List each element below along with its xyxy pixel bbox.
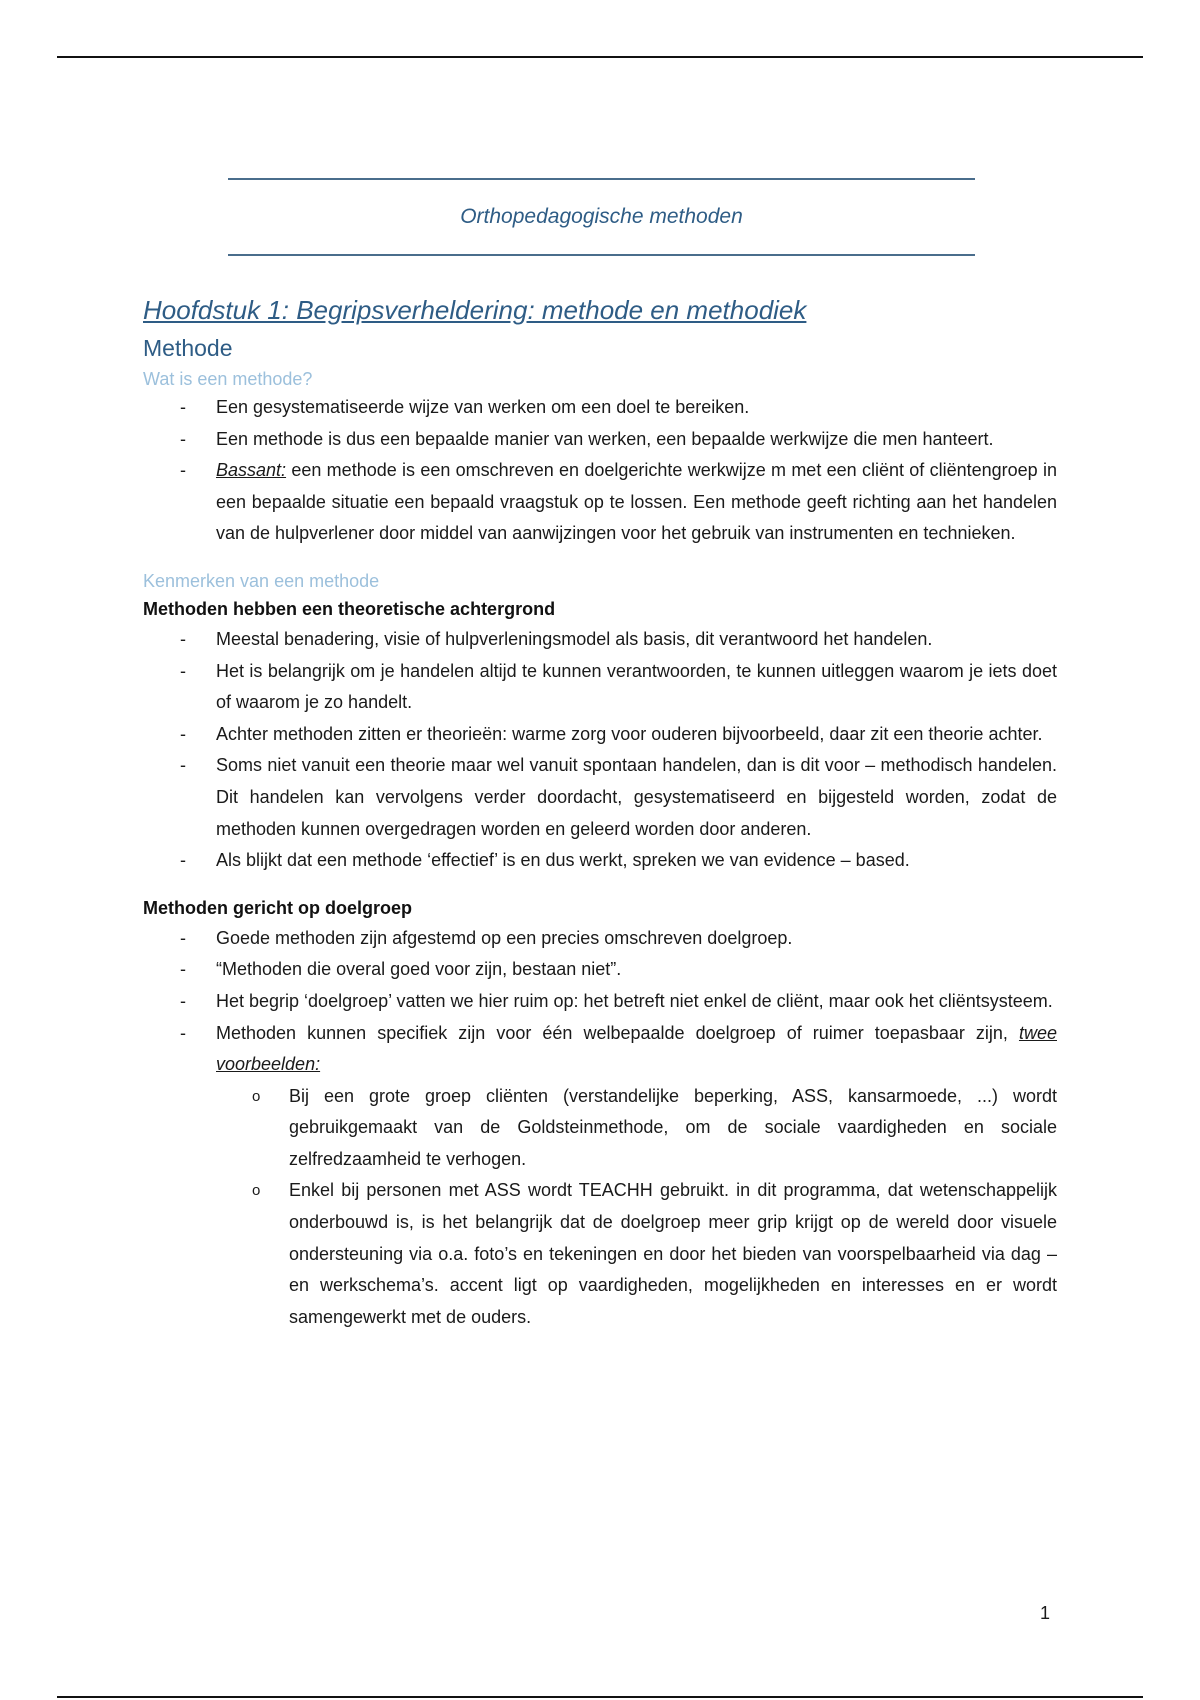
list-item: - Goede methoden zijn afgestemd op een precies omschreven doelgroep. [143, 923, 1057, 955]
list-item: - Achter methoden zitten er theorieën: warme zorg voor ouderen bijvoorbeeld, daar zit een theorie achter. [143, 719, 1057, 751]
page-number: 1 [1040, 1603, 1051, 1623]
dash-bullet: - [180, 850, 186, 871]
header-rule [57, 56, 1143, 58]
heading-theoretische-achtergrond: Methoden hebben een theoretische achtergrond [143, 598, 556, 619]
list-item: - Een gesystematiseerde wijze van werken om een doel te bereiken. [143, 392, 1057, 424]
subheading-wat-is-een-methode: Wat is een methode? [143, 369, 313, 389]
target-group-list [143, 923, 1057, 1334]
definition-list [143, 392, 1057, 550]
dash-bullet: - [180, 628, 186, 649]
list-item: o Enkel bij personen met ASS wordt TEACHH gebruikt. in dit programma, dat wetenschappelijk onderbouwd is, is het belangrijk dat de doelgroep meer grip krijgt op de wereld door visuele ondersteuning via o.a. foto’s en tekeningen en door het bieden van voorspelbaarheid via dag – en werkschema’s. accent ligt op vaardigheden, mogelijkheden en interesses en er wordt samengewerkt met de ouders. [216, 1175, 1057, 1333]
list-item: - Als blijkt dat een methode ‘effectief’ is en dus werkt, spreken we van evidence – based. [143, 845, 1057, 877]
list-item: - Meestal benadering, visie of hulpverleningsmodel als basis, dit verantwoord het handelen. [143, 624, 1057, 656]
dash-bullet: - [180, 990, 186, 1011]
bassant-definition: een methode is een omschreven en doelgerichte werkwijze m met een cliënt of cliëntengroep in een bepaalde situatie een bepaald vraagstuk op te lossen. Een methode geeft richting aan het handelen van de hulpverlener door middel van aanwijzingen voor het gebruik van instrumenten en technieken. [216, 460, 1057, 544]
list-item: - Het begrip ‘doelgroep’ vatten we hier ruim op: het betreft niet enkel de cliënt, maar ook het cliëntsysteem. [143, 986, 1057, 1018]
list-item [143, 455, 1057, 550]
theory-list [143, 624, 1057, 877]
subheading-kenmerken: Kenmerken van een methode [143, 570, 380, 591]
twee-voorbeelden-label: twee voorbeelden: [216, 1022, 1057, 1075]
circle-bullet: o [252, 1182, 261, 1200]
list-item: - Methoden kunnen specifiek zijn voor één welbepaalde doelgroep of ruimer toepasbaar zijn, twee voorbeelden: o Bij een grote groep cliënten (verstandelijke beperking, ASS, kansarmoede, ...) wordt gebruikgemaakt van de Goldsteinmethode, om de sociale vaardigheden en sociale zelfredzaamheid te verhogen. o Enkel bij personen met ASS wordt TEACHH gebruikt. in dit programma, dat wetenschappelijk onderbouwd is, is het belangrijk dat de doelgroep meer grip krijgt op de wereld door visuele ondersteuning via o.a. foto’s en tekeningen en door het bieden van voorspelbaarheid via dag – en werkschema’s. accent ligt op vaardigheden, mogelijkheden en interesses en er wordt samengewerkt met de ouders. [143, 1018, 1057, 1334]
dash-bullet: - [180, 959, 186, 980]
dash-bullet: - [180, 755, 186, 776]
heading-gericht-op-doelgroep: Methoden gericht op doelgroep [143, 897, 412, 918]
dash-bullet: - [180, 428, 186, 449]
list-item: - Het is belangrijk om je handelen altijd te kunnen verantwoorden, te kunnen uitleggen waarom je iets doet of waarom je zo handelt. [143, 656, 1057, 719]
dash-bullet: - [180, 927, 186, 948]
list-item: - Soms niet vanuit een theorie maar wel vanuit spontaan handelen, dan is dit voor – methodisch handelen. Dit handelen kan vervolgens verder doordacht, gesystematiseerd en bijgesteld worden, zodat de methoden kunnen overgedragen worden en geleerd worden door anderen. [143, 750, 1057, 845]
dash-bullet: - [180, 397, 186, 417]
footer-rule [57, 1696, 1143, 1698]
list-item: o Bij een grote groep cliënten (verstandelijke beperking, ASS, kansarmoede, ...) wordt gebruikgemaakt van de Goldsteinmethode, om de sociale vaardigheden en sociale zelfredzaamheid te verhogen. [216, 1081, 1057, 1176]
dash-bullet: - [180, 723, 186, 744]
bassant-label: Bassant: [216, 460, 287, 481]
document-title: Orthopedagogische methoden [460, 205, 743, 228]
chapter-heading: Hoofdstuk 1: Begripsverheldering: methode en methodiek [143, 295, 807, 325]
document-title-block [228, 178, 975, 256]
title-rule-bottom [228, 254, 975, 256]
list-item: - Een methode is dus een bepaalde manier van werken, een bepaalde werkwijze die men hanteert. [143, 424, 1057, 456]
circle-bullet: o [252, 1087, 261, 1105]
list-item: - “Methoden die overal goed voor zijn, bestaan niet”. [143, 954, 1057, 986]
examples-list [216, 1081, 1057, 1334]
section-heading-methode: Methode [143, 335, 233, 361]
dash-bullet: - [180, 460, 186, 481]
dash-bullet: - [180, 1022, 186, 1043]
page-content [143, 290, 1057, 1333]
dash-bullet: - [180, 660, 186, 681]
